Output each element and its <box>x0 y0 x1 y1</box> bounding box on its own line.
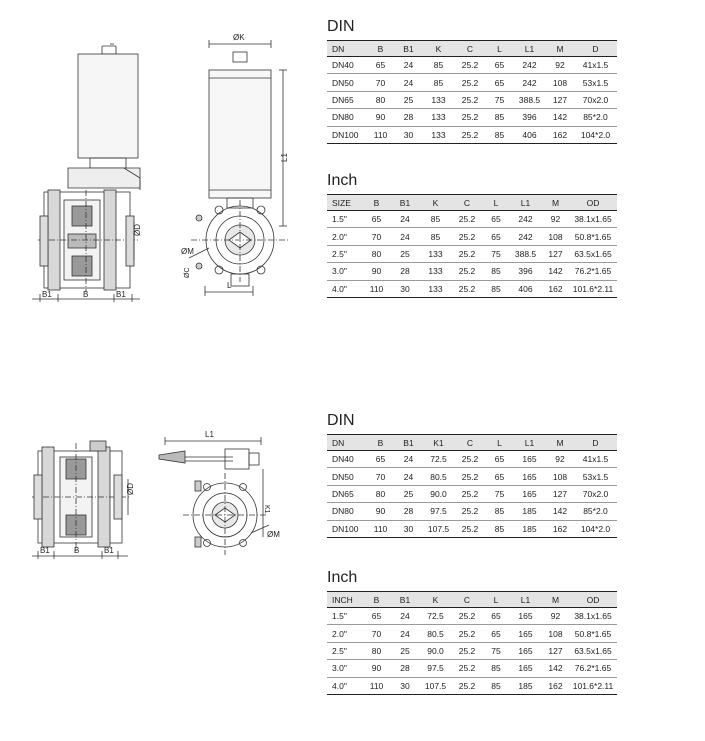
col-k: K <box>423 41 454 57</box>
din-body-bottom <box>327 451 617 538</box>
table-cell: 85 <box>486 126 513 143</box>
din-title-top: DIN <box>327 18 355 35</box>
table-cell: 75 <box>483 245 509 262</box>
table-cell: 97.5 <box>423 503 454 520</box>
table-cell: 63.5x1.65 <box>569 245 617 262</box>
inch-body-top <box>327 211 617 298</box>
table-cell: 3.0" <box>327 660 363 677</box>
table-cell: 25.2 <box>454 468 486 485</box>
table-cell: 2.5" <box>327 642 363 659</box>
table-cell: 75 <box>483 642 509 659</box>
table-cell: 85 <box>483 263 509 280</box>
table-cell: 162 <box>542 677 569 694</box>
table-row <box>327 677 617 694</box>
table-cell: 406 <box>509 280 542 297</box>
table-cell: 97.5 <box>420 660 451 677</box>
table-cell: 25.2 <box>454 503 486 520</box>
table-cell: 25.2 <box>451 263 483 280</box>
table-cell: 85 <box>486 109 513 126</box>
table-cell: 80 <box>367 91 394 108</box>
table-cell: 80.5 <box>420 625 451 642</box>
table-row <box>327 263 617 280</box>
table-cell: DN50 <box>327 468 367 485</box>
label-l: L <box>227 281 232 290</box>
table-cell: 185 <box>513 520 546 537</box>
table-cell: 72.5 <box>420 608 451 625</box>
col-dn: DN <box>327 41 367 57</box>
col-b1: B1 <box>390 592 420 608</box>
col-l1: L1 <box>513 41 546 57</box>
table-cell: 1.5" <box>327 211 363 228</box>
table-cell: 90 <box>363 660 390 677</box>
inch-title-top: Inch <box>327 172 358 189</box>
table-cell: 2.0" <box>327 228 363 245</box>
table-row <box>327 660 617 677</box>
col-l1: L1 <box>509 592 542 608</box>
col-l1: L1 <box>509 195 542 211</box>
table-cell: 24 <box>390 625 420 642</box>
table-cell: 25.2 <box>454 126 486 143</box>
table-cell: 108 <box>546 468 574 485</box>
table-cell: 85 <box>420 211 451 228</box>
col-b1: B1 <box>394 41 423 57</box>
table-cell: 70x2.0 <box>574 91 617 108</box>
inch-title-bottom: Inch <box>327 569 358 586</box>
table-row <box>327 451 617 468</box>
table-cell: 108 <box>542 625 569 642</box>
table-cell: 133 <box>420 280 451 297</box>
table-cell: 25.2 <box>451 211 483 228</box>
table-cell: 127 <box>542 642 569 659</box>
table-cell: 53x1.5 <box>574 74 617 91</box>
col-l1: L1 <box>513 435 546 451</box>
table-cell: 80 <box>363 642 390 659</box>
col-dn: DN <box>327 435 367 451</box>
table-cell: 108 <box>542 228 569 245</box>
table-cell: 388.5 <box>509 245 542 262</box>
manual-valve-front-drawing <box>155 425 280 565</box>
table-cell: 185 <box>509 677 542 694</box>
table-cell: 70 <box>363 228 390 245</box>
table-cell: 142 <box>542 660 569 677</box>
inch-header-row-top <box>327 195 617 211</box>
label-b1-right: B1 <box>104 546 114 555</box>
table-cell: 25.2 <box>451 625 483 642</box>
table-cell: 25.2 <box>454 74 486 91</box>
table-cell: 76.2*1.65 <box>569 660 617 677</box>
table-row <box>327 74 617 91</box>
table-cell: 28 <box>390 660 420 677</box>
din-header-row-top <box>327 41 617 57</box>
table-cell: 41x1.5 <box>574 57 617 74</box>
table-cell: 92 <box>542 608 569 625</box>
table-cell: 2.5" <box>327 245 363 262</box>
label-k1: K1 <box>263 505 270 514</box>
table-cell: 65 <box>483 228 509 245</box>
table-cell: 24 <box>394 74 423 91</box>
inch-table-top <box>327 194 617 298</box>
table-cell: 127 <box>542 245 569 262</box>
col-d: D <box>574 435 617 451</box>
table-cell: 85 <box>483 280 509 297</box>
col-od: OD <box>569 195 617 211</box>
table-cell: 76.2*1.65 <box>569 263 617 280</box>
table-cell: 25.2 <box>451 660 483 677</box>
table-row <box>327 126 617 143</box>
label-b1-left: B1 <box>42 290 52 299</box>
table-cell: DN80 <box>327 503 367 520</box>
table-cell: 127 <box>546 485 574 502</box>
label-oc: ØC <box>184 267 191 278</box>
table-cell: 185 <box>513 503 546 520</box>
table-cell: 25.2 <box>454 485 486 502</box>
table-cell: 38.1x1.65 <box>569 211 617 228</box>
table-cell: 28 <box>394 503 423 520</box>
table-cell: 110 <box>367 126 394 143</box>
table-cell: 24 <box>394 468 423 485</box>
table-cell: 25.2 <box>451 280 483 297</box>
table-cell: 65 <box>483 211 509 228</box>
table-cell: 25.2 <box>451 608 483 625</box>
table-cell: 165 <box>513 468 546 485</box>
table-cell: 85 <box>483 677 509 694</box>
table-cell: 65 <box>367 57 394 74</box>
col-c: C <box>454 41 486 57</box>
col-m: M <box>546 435 574 451</box>
table-cell: 406 <box>513 126 546 143</box>
table-cell: 133 <box>423 91 454 108</box>
din-table-top <box>327 40 617 144</box>
table-cell: 101.6*2.11 <box>569 677 617 694</box>
table-row <box>327 228 617 245</box>
table-cell: 25.2 <box>454 57 486 74</box>
table-cell: DN40 <box>327 57 367 74</box>
din-body-top <box>327 57 617 144</box>
table-cell: 38.1x1.65 <box>569 608 617 625</box>
table-cell: 24 <box>394 57 423 74</box>
table-cell: DN80 <box>327 109 367 126</box>
table-cell: 90 <box>363 263 390 280</box>
table-cell: 127 <box>546 91 574 108</box>
table-cell: 25 <box>390 245 420 262</box>
table-cell: 104*2.0 <box>574 520 617 537</box>
table-row <box>327 109 617 126</box>
table-row <box>327 503 617 520</box>
table-cell: 75 <box>486 91 513 108</box>
table-cell: 1.5" <box>327 608 363 625</box>
table-cell: 110 <box>363 677 390 694</box>
table-cell: 70x2.0 <box>574 485 617 502</box>
table-cell: 53x1.5 <box>574 468 617 485</box>
table-cell: 30 <box>390 280 420 297</box>
col-l: L <box>486 41 513 57</box>
table-cell: 25 <box>390 642 420 659</box>
table-cell: 65 <box>483 608 509 625</box>
table-cell: 396 <box>513 109 546 126</box>
label-om: ØM <box>181 247 194 256</box>
table-cell: 142 <box>546 109 574 126</box>
col-b1: B1 <box>394 435 423 451</box>
table-cell: 85 <box>420 228 451 245</box>
table-cell: 242 <box>509 211 542 228</box>
manual-valve-section-drawing <box>30 435 135 565</box>
table-cell: 85 <box>486 503 513 520</box>
inch-body-bottom <box>327 608 617 695</box>
col-d: D <box>574 41 617 57</box>
table-cell: 28 <box>394 109 423 126</box>
table-cell: 65 <box>486 468 513 485</box>
table-cell: 63.5x1.65 <box>569 642 617 659</box>
table-cell: 162 <box>546 126 574 143</box>
col-b: B <box>363 195 390 211</box>
table-cell: 110 <box>363 280 390 297</box>
table-cell: 85*2.0 <box>574 503 617 520</box>
table-cell: 165 <box>513 451 546 468</box>
col-c: C <box>451 195 483 211</box>
table-cell: 90.0 <box>420 642 451 659</box>
col-l: L <box>483 195 509 211</box>
table-cell: 25.2 <box>451 245 483 262</box>
table-cell: 2.0" <box>327 625 363 642</box>
table-cell: 388.5 <box>513 91 546 108</box>
label-od: ØD <box>133 224 142 236</box>
table-cell: 92 <box>542 211 569 228</box>
table-cell: 101.6*2.11 <box>569 280 617 297</box>
table-cell: 242 <box>513 57 546 74</box>
table-cell: 65 <box>363 211 390 228</box>
table-cell: 25.2 <box>454 109 486 126</box>
table-cell: 24 <box>390 608 420 625</box>
pneumatic-valve-front-drawing <box>175 30 295 300</box>
table-cell: 85 <box>423 74 454 91</box>
table-cell: 142 <box>542 263 569 280</box>
col-b: B <box>367 41 394 57</box>
table-cell: 25.2 <box>451 228 483 245</box>
col-k: K <box>420 592 451 608</box>
table-cell: 25.2 <box>454 451 486 468</box>
table-cell: 24 <box>390 228 420 245</box>
table-row <box>327 608 617 625</box>
label-l1: L1 <box>205 430 214 439</box>
table-cell: 4.0" <box>327 280 363 297</box>
table-cell: 133 <box>423 126 454 143</box>
col-c: C <box>454 435 486 451</box>
table-cell: 30 <box>394 520 423 537</box>
col-b: B <box>367 435 394 451</box>
din-header-row-bottom <box>327 435 617 451</box>
table-cell: 85 <box>483 660 509 677</box>
col-b1: B1 <box>390 195 420 211</box>
din-title-bottom: DIN <box>327 412 355 429</box>
table-cell: 3.0" <box>327 263 363 280</box>
label-b: B <box>83 290 89 299</box>
table-cell: 165 <box>509 642 542 659</box>
table-cell: 90 <box>367 503 394 520</box>
table-cell: 70 <box>367 74 394 91</box>
din-table-bottom <box>327 434 617 538</box>
table-cell: 75 <box>486 485 513 502</box>
label-od: ØD <box>126 483 135 495</box>
table-cell: 24 <box>390 211 420 228</box>
table-cell: 92 <box>546 451 574 468</box>
table-cell: 162 <box>546 520 574 537</box>
col-l: L <box>483 592 509 608</box>
label-om: ØM <box>267 530 280 539</box>
table-cell: 90.0 <box>423 485 454 502</box>
table-cell: 65 <box>367 451 394 468</box>
col-od: OD <box>569 592 617 608</box>
table-cell: 25 <box>394 485 423 502</box>
col-c: C <box>451 592 483 608</box>
table-cell: 24 <box>394 451 423 468</box>
inch-table-bottom <box>327 591 617 695</box>
col-inch: INCH <box>327 592 363 608</box>
inch-header-row-bottom <box>327 592 617 608</box>
table-cell: 104*2.0 <box>574 126 617 143</box>
table-row <box>327 211 617 228</box>
table-cell: 65 <box>486 74 513 91</box>
table-cell: 142 <box>546 503 574 520</box>
table-cell: 4.0" <box>327 677 363 694</box>
col-l: L <box>486 435 513 451</box>
table-cell: 25.2 <box>454 520 486 537</box>
table-cell: 92 <box>546 57 574 74</box>
table-cell: 242 <box>509 228 542 245</box>
table-cell: 85*2.0 <box>574 109 617 126</box>
label-b: B <box>74 546 80 555</box>
table-cell: 70 <box>363 625 390 642</box>
table-cell: 25.2 <box>451 677 483 694</box>
table-cell: 72.5 <box>423 451 454 468</box>
table-cell: 50.8*1.65 <box>569 625 617 642</box>
table-cell: 85 <box>423 57 454 74</box>
label-b1-left: B1 <box>40 546 50 555</box>
table-cell: 30 <box>394 126 423 143</box>
table-cell: 108 <box>546 74 574 91</box>
table-cell: 396 <box>509 263 542 280</box>
table-cell: 65 <box>363 608 390 625</box>
label-b1-right: B1 <box>116 290 126 299</box>
col-b: B <box>363 592 390 608</box>
table-cell: 162 <box>542 280 569 297</box>
table-row <box>327 57 617 74</box>
table-row <box>327 520 617 537</box>
table-cell: DN65 <box>327 485 367 502</box>
table-cell: DN40 <box>327 451 367 468</box>
table-row <box>327 642 617 659</box>
table-cell: 25 <box>394 91 423 108</box>
table-cell: 50.8*1.65 <box>569 228 617 245</box>
col-k: K <box>420 195 451 211</box>
col-m: M <box>542 592 569 608</box>
table-cell: DN100 <box>327 126 367 143</box>
table-cell: 165 <box>513 485 546 502</box>
label-l1: L1 <box>280 153 289 162</box>
table-cell: 70 <box>367 468 394 485</box>
table-cell: 65 <box>486 57 513 74</box>
table-cell: 65 <box>486 451 513 468</box>
col-m: M <box>542 195 569 211</box>
table-cell: 107.5 <box>423 520 454 537</box>
pneumatic-valve-section-drawing <box>28 40 148 310</box>
col-m: M <box>546 41 574 57</box>
table-row <box>327 485 617 502</box>
table-cell: 80.5 <box>423 468 454 485</box>
table-cell: 107.5 <box>420 677 451 694</box>
table-cell: DN50 <box>327 74 367 91</box>
table-cell: 242 <box>513 74 546 91</box>
table-cell: 28 <box>390 263 420 280</box>
table-row <box>327 245 617 262</box>
table-cell: 85 <box>486 520 513 537</box>
table-cell: 41x1.5 <box>574 451 617 468</box>
col-size: SIZE <box>327 195 363 211</box>
table-cell: 30 <box>390 677 420 694</box>
table-cell: 165 <box>509 660 542 677</box>
table-cell: 80 <box>367 485 394 502</box>
table-cell: 25.2 <box>454 91 486 108</box>
table-cell: 133 <box>423 109 454 126</box>
col-k1: K1 <box>423 435 454 451</box>
table-row <box>327 468 617 485</box>
table-cell: 65 <box>483 625 509 642</box>
table-cell: 25.2 <box>451 642 483 659</box>
table-row <box>327 625 617 642</box>
table-cell: 165 <box>509 625 542 642</box>
table-cell: DN65 <box>327 91 367 108</box>
label-ok: ØK <box>233 33 245 42</box>
table-cell: 110 <box>367 520 394 537</box>
table-cell: 90 <box>367 109 394 126</box>
table-cell: 133 <box>420 263 451 280</box>
table-cell: DN100 <box>327 520 367 537</box>
table-cell: 133 <box>420 245 451 262</box>
table-cell: 165 <box>509 608 542 625</box>
table-cell: 80 <box>363 245 390 262</box>
table-row <box>327 280 617 297</box>
table-row <box>327 91 617 108</box>
